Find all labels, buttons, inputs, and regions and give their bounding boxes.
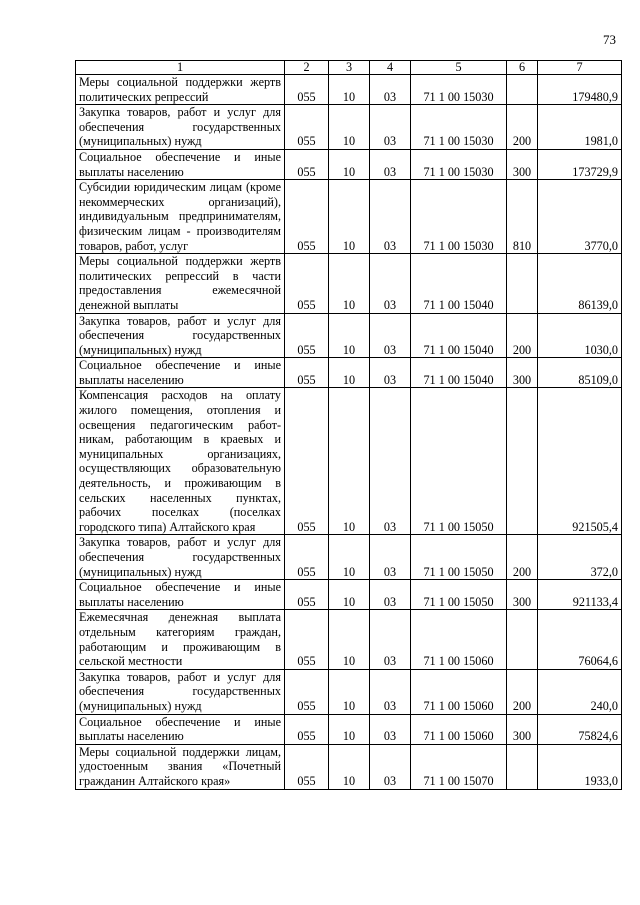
section-cell: 10 (329, 180, 370, 254)
amount-cell: 1933,0 (538, 744, 622, 789)
table-row (76, 149, 622, 179)
expense-type-cell: 300 (507, 714, 538, 744)
section-cell: 10 (329, 669, 370, 714)
subsection-cell: 03 (370, 149, 411, 179)
section-cell: 10 (329, 714, 370, 744)
table-row (76, 669, 622, 714)
expense-type-cell: 200 (507, 313, 538, 358)
expense-type-cell (507, 388, 538, 535)
expense-type-cell: 300 (507, 580, 538, 610)
expense-type-cell (507, 254, 538, 313)
table-row (76, 180, 622, 254)
expense-type-cell (507, 75, 538, 105)
target-article-cell: 71 1 00 15050 (411, 388, 507, 535)
subsection-cell: 03 (370, 105, 411, 150)
section-cell: 10 (329, 388, 370, 535)
code-cell: 055 (285, 180, 329, 254)
page-number: 73 (603, 32, 616, 47)
code-cell: 055 (285, 75, 329, 105)
table-row (76, 105, 622, 150)
code-cell: 055 (285, 149, 329, 179)
target-article-cell: 71 1 00 15030 (411, 149, 507, 179)
target-article-cell: 71 1 00 15060 (411, 714, 507, 744)
description-cell: Ежемесячная денежная выплата отдельным категориям граждан, работающим и проживающим в сельской местности (76, 610, 285, 669)
subsection-cell: 03 (370, 610, 411, 669)
header-col-3: 3 (329, 61, 370, 75)
subsection-cell: 03 (370, 254, 411, 313)
subsection-cell: 03 (370, 388, 411, 535)
amount-cell: 179480,9 (538, 75, 622, 105)
description-cell: Компенсация расходов на оплату жилого помещения, отопления и освещения педагогическим работникам, работающим в краевых и муниципальных организациях, осуществляющих образовательную деятельность, и проживающим в сельских населенных пунктах, рабочих поселках (поселках городского типа) Алтайского края (76, 388, 285, 535)
target-article-cell: 71 1 00 15050 (411, 580, 507, 610)
amount-cell: 921505,4 (538, 388, 622, 535)
code-cell: 055 (285, 535, 329, 580)
header-col-4: 4 (370, 61, 411, 75)
description-cell: Закупка товаров, работ и услуг для обеспечения государственных (муниципальных) нужд (76, 105, 285, 150)
expense-type-cell: 300 (507, 149, 538, 179)
subsection-cell: 03 (370, 313, 411, 358)
header-col-1: 1 (76, 61, 285, 75)
code-cell: 055 (285, 388, 329, 535)
section-cell: 10 (329, 358, 370, 388)
description-cell: Социальное обеспечение и иные выплаты населению (76, 714, 285, 744)
description-cell: Социальное обеспечение и иные выплаты населению (76, 580, 285, 610)
table-row (76, 610, 622, 669)
amount-cell: 86139,0 (538, 254, 622, 313)
expense-type-cell (507, 610, 538, 669)
table-row (76, 75, 622, 105)
expense-type-cell: 810 (507, 180, 538, 254)
section-cell: 10 (329, 580, 370, 610)
expense-type-cell: 200 (507, 535, 538, 580)
header-row (76, 61, 622, 75)
description-cell: Закупка товаров, работ и услуг для обеспечения государственных (муниципальных) нужд (76, 535, 285, 580)
header-col-2: 2 (285, 61, 329, 75)
amount-cell: 1030,0 (538, 313, 622, 358)
code-cell: 055 (285, 105, 329, 150)
amount-cell: 76064,6 (538, 610, 622, 669)
target-article-cell: 71 1 00 15030 (411, 105, 507, 150)
subsection-cell: 03 (370, 714, 411, 744)
section-cell: 10 (329, 254, 370, 313)
amount-cell: 240,0 (538, 669, 622, 714)
subsection-cell: 03 (370, 669, 411, 714)
target-article-cell: 71 1 00 15040 (411, 313, 507, 358)
subsection-cell: 03 (370, 358, 411, 388)
amount-cell: 75824,6 (538, 714, 622, 744)
budget-table (75, 60, 622, 790)
amount-cell: 921133,4 (538, 580, 622, 610)
section-cell: 10 (329, 149, 370, 179)
target-article-cell: 71 1 00 15040 (411, 358, 507, 388)
description-cell: Субсидии юридическим лицам (кроме некоммерческих организаций), индивидуальным предпринимателям, физическим лицам - производителям товаров, работ, услуг (76, 180, 285, 254)
code-cell: 055 (285, 313, 329, 358)
section-cell: 10 (329, 744, 370, 789)
expense-type-cell: 200 (507, 105, 538, 150)
code-cell: 055 (285, 254, 329, 313)
table-row (76, 535, 622, 580)
expense-type-cell: 200 (507, 669, 538, 714)
target-article-cell: 71 1 00 15030 (411, 75, 507, 105)
target-article-cell: 71 1 00 15060 (411, 669, 507, 714)
amount-cell: 3770,0 (538, 180, 622, 254)
description-cell: Социальное обеспечение и иные выплаты населению (76, 358, 285, 388)
section-cell: 10 (329, 610, 370, 669)
amount-cell: 173729,9 (538, 149, 622, 179)
table-row (76, 714, 622, 744)
header-col-6: 6 (507, 61, 538, 75)
target-article-cell: 71 1 00 15040 (411, 254, 507, 313)
section-cell: 10 (329, 75, 370, 105)
expense-type-cell: 300 (507, 358, 538, 388)
subsection-cell: 03 (370, 75, 411, 105)
table-body (76, 75, 622, 790)
header-col-5: 5 (411, 61, 507, 75)
code-cell: 055 (285, 610, 329, 669)
description-cell: Закупка товаров, работ и услуг для обеспечения государственных (муниципальных) нужд (76, 669, 285, 714)
expense-type-cell (507, 744, 538, 789)
description-cell: Меры социальной поддержки лицам, удостоенным звания «Почетный гражданин Алтайского края» (76, 744, 285, 789)
target-article-cell: 71 1 00 15030 (411, 180, 507, 254)
table-row (76, 388, 622, 535)
target-article-cell: 71 1 00 15070 (411, 744, 507, 789)
code-cell: 055 (285, 669, 329, 714)
subsection-cell: 03 (370, 580, 411, 610)
description-cell: Меры социальной поддержки жертв политических репрессий (76, 75, 285, 105)
table-row (76, 254, 622, 313)
header-col-7: 7 (538, 61, 622, 75)
code-cell: 055 (285, 580, 329, 610)
code-cell: 055 (285, 744, 329, 789)
description-cell: Социальное обеспечение и иные выплаты населению (76, 149, 285, 179)
code-cell: 055 (285, 714, 329, 744)
table-row (76, 313, 622, 358)
amount-cell: 1981,0 (538, 105, 622, 150)
target-article-cell: 71 1 00 15060 (411, 610, 507, 669)
amount-cell: 85109,0 (538, 358, 622, 388)
code-cell: 055 (285, 358, 329, 388)
section-cell: 10 (329, 313, 370, 358)
table-header (76, 61, 622, 75)
description-cell: Закупка товаров, работ и услуг для обеспечения государственных (муниципальных) нужд (76, 313, 285, 358)
section-cell: 10 (329, 105, 370, 150)
table-row (76, 358, 622, 388)
section-cell: 10 (329, 535, 370, 580)
table-row (76, 580, 622, 610)
amount-cell: 372,0 (538, 535, 622, 580)
description-cell: Меры социальной поддержки жертв политических репрессий в части предоставления ежемесячной денежной выплаты (76, 254, 285, 313)
subsection-cell: 03 (370, 180, 411, 254)
subsection-cell: 03 (370, 535, 411, 580)
target-article-cell: 71 1 00 15050 (411, 535, 507, 580)
table-row (76, 744, 622, 789)
subsection-cell: 03 (370, 744, 411, 789)
